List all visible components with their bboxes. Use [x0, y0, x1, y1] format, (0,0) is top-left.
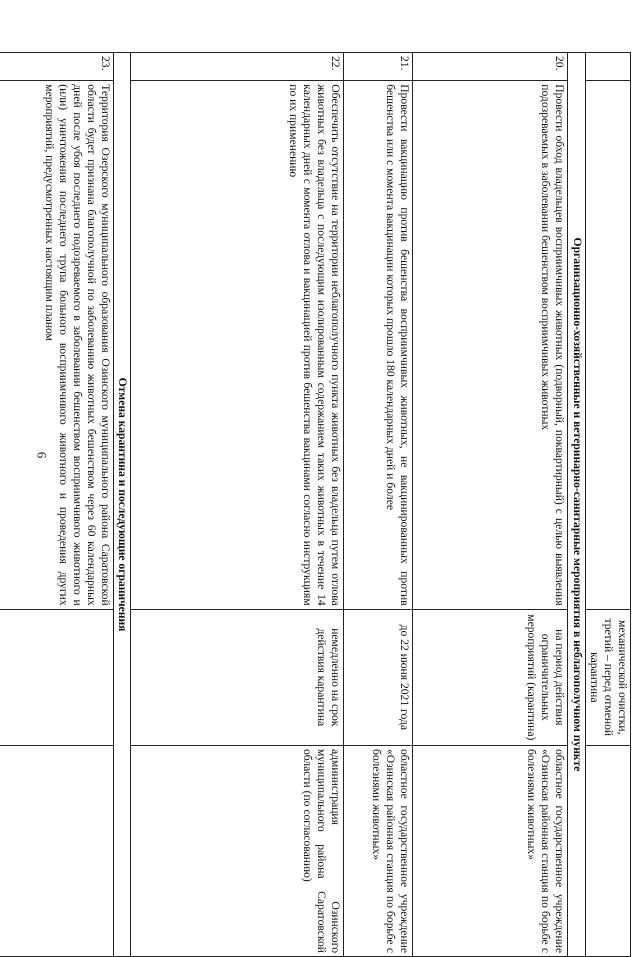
page-number: 6: [34, 451, 50, 459]
section-title: Отмена карантина и последующие ограничения: [114, 53, 131, 957]
responsible-cell: [0, 745, 114, 956]
responsible-cell: [585, 745, 630, 956]
section-header-row: [114, 53, 131, 957]
action-cell: Провести вакцинацию против бешенства восприимчивых животных, не вакцинированных против бешенства или с момента вакцинации которых прошло 180 календарных дней и более: [344, 81, 413, 609]
table-row: [0, 53, 114, 957]
action-cell: Провести обход владельцев восприимчивых животных (подворный, поквартирный) с целью выявления подозреваемых в заболевании бешенством восприимчивых животных: [413, 81, 568, 609]
responsible-cell: администрация Озинского муниципального района Саратовской области (по согласованию): [131, 745, 344, 956]
quarantine-measures-table: [0, 52, 631, 957]
action-cell: [585, 81, 630, 609]
term-cell: на период действия ограничительных мероприятий (карантина): [413, 609, 568, 745]
row-number-cell: 22.: [131, 53, 344, 81]
term-cell: немедленно на срок действия карантина: [131, 609, 344, 745]
section-title: Организационно-хозяйственные и ветеринарно-санитарные мероприятия в неблагополучном пункте: [568, 53, 585, 957]
term-cell: механической очистки, третий – перед отменой карантина: [585, 609, 630, 745]
table-row: [585, 53, 630, 957]
row-number-cell: 23.: [0, 53, 114, 81]
row-number-cell: 20.: [413, 53, 568, 81]
row-number-cell: [585, 53, 630, 81]
table-row: [131, 53, 344, 957]
responsible-cell: областное государственное учреждение «Озинская районная станция по борьбе с болезнями животных»: [413, 745, 568, 956]
row-number-cell: 21.: [344, 53, 413, 81]
term-cell: до 22 июня 2021 года: [344, 609, 413, 745]
action-cell: Обеспечить отсутствие на территории неблагополучного пункта животных без владельца путем отлова животных без владельца с последующим изолированным содержанием таких животных в течение 14 календарных дней с момента отлова и вакцинацией против бешенства вакцинами согласно инструкциям по их применению: [131, 81, 344, 609]
table-row: [344, 53, 413, 957]
section-header-row: [568, 53, 585, 957]
term-cell: [0, 609, 114, 745]
table-row: [413, 53, 568, 957]
action-cell: Территория Озерского муниципального образования Озинского муниципального района Саратовской области будет признана благополучной по заболеванию животных бешенством через 60 календарных дней после убоя последнего подозреваемого в заболевании бешенством восприимчивого животного и (или) уничтожения последнего трупа больного восприимчивого животного и проведения других мероприятий, предусмотренных настоящим планом: [0, 81, 114, 609]
responsible-cell: областное государственное учреждение «Озинская районная станция по борьбе с болезнями животных»: [344, 745, 413, 956]
